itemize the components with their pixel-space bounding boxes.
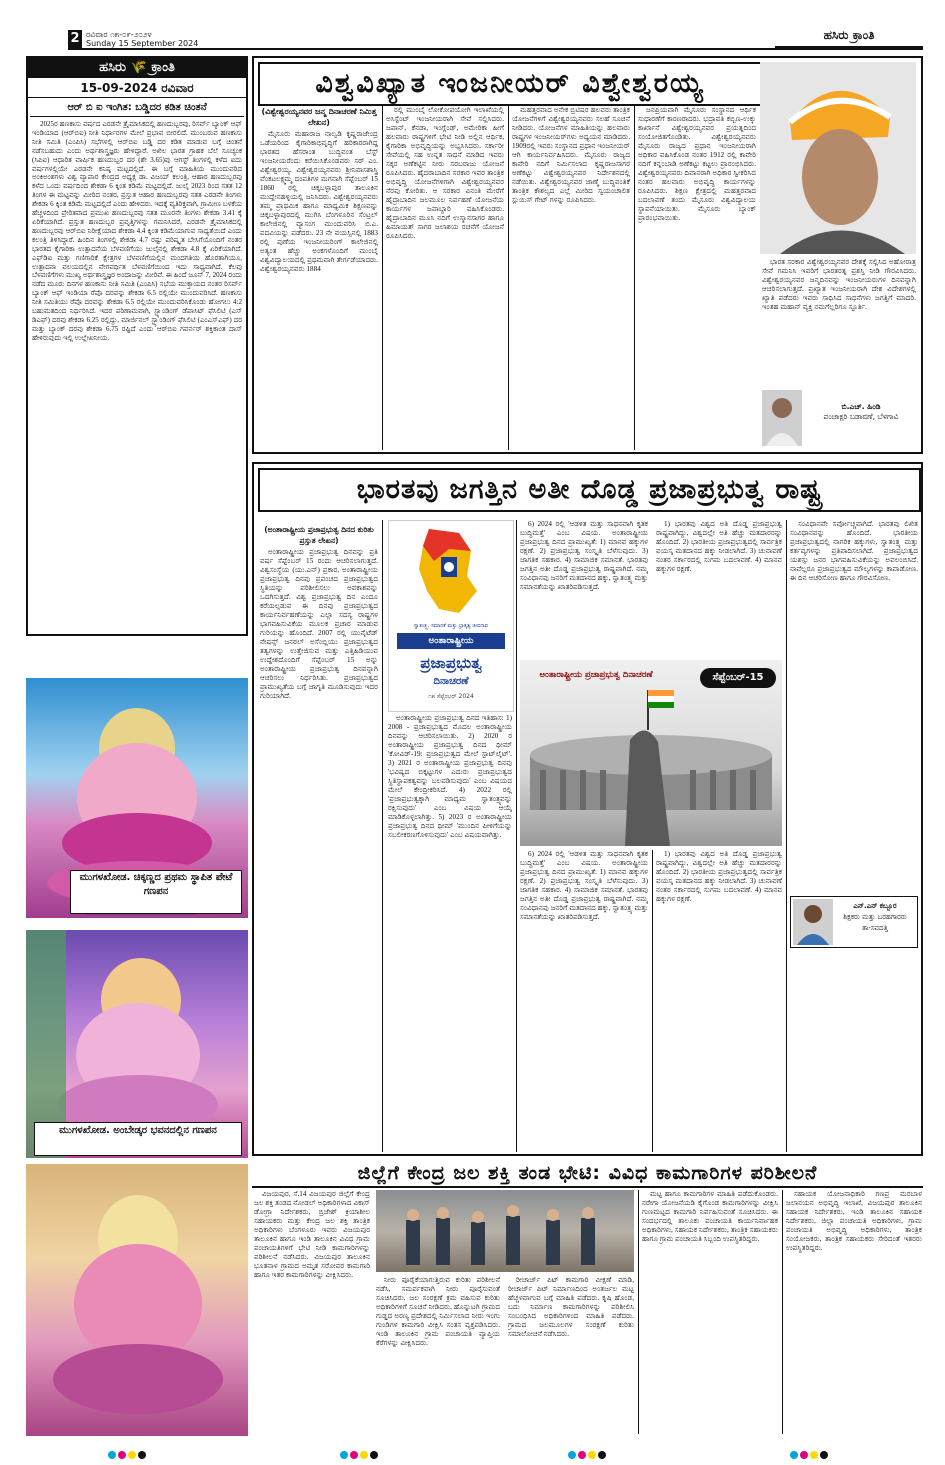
- column-divider: [652, 850, 653, 1152]
- visvesvaraya-box: [252, 56, 923, 454]
- democracy-col3c: [656, 520, 782, 656]
- photo-badge: ಸೆಪ್ಟೆಂಬರ್-15: [700, 668, 776, 688]
- democracy-col1: [260, 548, 378, 1152]
- ganesh-caption-2: ಮುಗಳಖೋಡ. ಅಂಬೇಡ್ಕರ ಭವನದಲ್ಲಿನ ಗಣಪನ: [34, 1122, 242, 1156]
- water-col1-text: ವಿಜಯಪುರ, ಸೆ.14 ವಿಜಯಪುರ ಜಿಲ್ಲೆಗೆ ಕೇಂದ್ರ ಜಲ ಶಕ್ತಿ ತಂಡದ ನೋಡಲ್ ಅಧಿಕಾರಿಗಳಾದ ವಿಕಾಸ್ ಡೋಗ್ರಾ ನಿರ್ದೇಶಕರು, ಬ್ರಿಜೇಶ್ ಕ್ರಿಯಾಶೀಲ ಸಹಾಯಕರು ಮತ್ತು ಕೇಂದ್ರ ಜಲ ಶಕ್ತಿ ತಾಂತ್ರಿಕ ಅಧಿಕಾರಿಗಳು ಬೆಂಗಳೂರು ಇವರು ವಿಜಯಪುರ ತಾಲೂಕಿನ ಹಾಗೂ ಇಂಡಿ ತಾಲೂಕಿನ ವಿವಿಧ ಗ್ರಾಮ ಪಂಚಾಯತಿಗಳಿಗೆ ಭೇಟಿ ನೀಡಿ ಕಾಮಗಾರಿಗಳನ್ನು ಪರಿಶೀಲನೆ ನಡೆಸಿದರು. ವಿಜಯಪುರ ತಾಲೂಕಿನ ಭೂತನಾಳ ಗ್ರಾಮದ ಅಮೃತ ಸರೋವರ ಕಾಮಗಾರಿ ಹಾಗೂ ಇತರ ಕಾಮಗಾರಿಗಳನ್ನು ವೀಕ್ಷಿಸಿದರು.: [254, 1190, 370, 1279]
- header-date: [86, 30, 198, 48]
- democracy-col3-text: 6) 2024 ರಲ್ಲಿ 'ಆಡಳಿತ ಮತ್ತು ಸಾಧನವಾಗಿ ಕೃತಕ ಬುದ್ಧಿಮತ್ತೆ' ಎಂಬ ವಿಷಯ. ಅಂತಾರಾಷ್ಟ್ರೀಯ ಪ್ರಜಾಪ್ರಭುತ್ವ ದಿನದ ಪ್ರಾಮುಖ್ಯತೆ: 1) ಮಾನವ ಹಕ್ಕುಗಳ ರಕ್ಷಣೆ. 2) ಪ್ರಜಾಪ್ರಭುತ್ವ ಸಂಸ್ಕೃತಿ ಬೆಳೆಸುವುದು. 3) ಜಾಗತಿಕ ಸಹಕಾರ. 4) ಸಾಮಾಜಿಕ ಸಮಾನತೆ. ಭಾರತವು ಜಗತ್ತಿನ ಅತೀ ದೊಡ್ಡ ಪ್ರಜಾಪ್ರಭುತ್ವ ರಾಷ್ಟ್ರವಾಗಿದೆ. ನಮ್ಮ ಸಂವಿಧಾನವು ಜನರಿಗೆ ಮತದಾನದ ಹಕ್ಕು, ಸ್ವಾತಂತ್ರ್ಯ ಮತ್ತು ಸಮಾನತೆಯನ್ನು ಖಾತರಿಪಡಿಸುತ್ತದೆ.: [520, 520, 648, 591]
- visvesvaraya-col1-text: ಮೈಸೂರು ಮಹಾರಾಜ ನಾಲ್ವಡಿ ಕೃಷ್ಣರಾಜೇಂದ್ರ ಒಡೆಯರಿಂದ ಕೈಗಾರಿಕಾಭಿವೃದ್ಧಿಗೆ ಹರಿಕಾರರಾಗಿದ್ದ ಭಾರತದ ಹೆಸರಾಂತ ಬುದ್ಧಿವಂತ ಬೆಸ್ಟ್ ಇಂಜನೀಯರೆಂದು ಕರೆಯಿಸಿಕೊಂಡವರು ಸರ್ ಎಂ. ವಿಶ್ವೇಶ್ವರಯ್ಯ. ವಿಶ್ವೇಶ್ವರಯ್ಯನವರು ಶ್ರೀನಿವಾಸಶಾಸ್ತ್ರಿ ವೆಂಕಟಲಕ್ಷ್ಮಮ್ಮ ದಂಪತಿಗಳ ಮಗನಾಗಿ ಸೆಪ್ಟೆಂಬರ್ 15 1860 ರಲ್ಲಿ ಚಿಕ್ಕಬಳ್ಳಾಪುರ ತಾಲೂಕಿನ ಮುದ್ದೇನಹಳ್ಳಿಯಲ್ಲಿ ಜನಿಸಿದರು. ವಿಶ್ವೇಶ್ವರಯ್ಯನವರು ತಮ್ಮ ಪ್ರಾಥಮಿಕ ಹಾಗೂ ಮಾಧ್ಯಮಿಕ ಶಿಕ್ಷಣವನ್ನು ಚಿಕ್ಕಬಳ್ಳಾಪುರದಲ್ಲಿ ಮುಗಿಸಿ ಬೆಂಗಳೂರಿನ ಸೆಂಟ್ರಲ್ ಕಾಲೇಜಿನಲ್ಲಿ ವ್ಯಾಸಂಗ ಮುಂದುವರಿಸಿ ಬಿ.ಎ. ಪದವಿಯನ್ನು ಪಡೆದರು. 23 ನೇ ವಯಸ್ಸಿನಲ್ಲಿ 1883 ರಲ್ಲಿ ಪುಣೆಯ ಇಂಜನೀಯರಿಂಗ್ ಕಾಲೇಜಿನಲ್ಲಿ ಅತ್ಯಂತ ಹೆಚ್ಚು ಅಂಕಗಳೊಂದಿಗೆ ಮುಂಬೈ ವಿಶ್ವವಿದ್ಯಾಲಯದಲ್ಲಿ ಪ್ರಥಮವಾಗಿ ತೇರ್ಗಡೆಯಾದರು. ವಿಶ್ವೇಶ್ವರಯ್ಯನವರು 1884: [260, 130, 378, 273]
- visvesvaraya-col2-text: ರಲ್ಲಿ ಮುಂಬೈ ಲೋಕೋಪಯೋಗಿ ಇಲಾಖೆಯಲ್ಲಿ ಅಸಿಸ್ಟೆಂಟ್ ಇಂಜನೀಯರಾಗಿ ಸೇವೆ ಸಲ್ಲಿಸಿದರು. ಜಪಾನ್, ಕೆನಡಾ, ಇಂಗ್ಲೆಂಡ್, ಅಮೇರಿಕಾ ಹೀಗೆ ಹಲವಾರು ರಾಷ್ಟ್ರಗಳಿಗೆ ಭೇಟಿ ನೀಡಿ ಅಲ್ಲಿನ ಆರ್ಥಿಕ, ಕೈಗಾರಿಕಾ ಅಭಿವೃದ್ಧಿಯನ್ನು ಅಭ್ಯಸಿಸಿದರು. ಸರ್ಕಾರೀ ಸೇವೆಯಲ್ಲಿ ಸಹ ಉನ್ನತ ಸಾಧನೆ ಮಾಡಿದ ಇವರು ಸಕ್ಕರ ಅಣೆಕಟ್ಟಿನ ನೀರು ಸರಬರಾಜು ಯೋಜನೆ ರೂಪಿಸಿದರು. ಹೈದರಾಬಾದಿನ ಸರಕಾರ ಇವರ ತಾಂತ್ರಿಕ ಅಭಿವೃದ್ಧಿ ಯೋಜನೆಗಳಿಗಾಗಿ ವಿಶ್ವೇಶ್ವರಯ್ಯನವರ ನೆರವು ಕೋರಿತು. ಆ ಸರಕಾರ ವಿನಂತಿ ಮೇರೆಗೆ ಹೈದ್ರಾಬಾದಿನ ಜಲಮೂಲ ನಿರ್ವಹಣೆ ಯೋಜನೆಯ ಕಾರ್ಯಗಳ ಜವಾಬ್ದಾರಿ ವಹಿಸಿಕೊಂಡರು. ಹೈದ್ರಾಬಾದಿನ ಮೂಸಿ ನದಿಗೆ ಉಸ್ಮಾನಸಾಗರ ಹಾಗೂ ಹಿಮಾಯತ್ ಸಾಗರ ಜಲಾಶಯ ರಚನೆಗೆ ಯೋಜನೆ ರೂಪಿಸಿದರು.: [386, 106, 504, 240]
- column-divider: [508, 106, 509, 450]
- header-brand: ಹಸಿರು ಕ್ರಾಂತಿ: [775, 28, 923, 48]
- magenta-dot: [578, 1451, 586, 1459]
- masthead-brand: ಹಸಿರು 🌾 ಕ್ರಾಂತಿ: [28, 58, 246, 78]
- author-title-2a: ಶಿಕ್ಷಕರು ಮತ್ತು ಬರಹಗಾರರು: [843, 913, 907, 921]
- water-photo: [376, 1190, 634, 1272]
- poster-title2: ಪ್ರಜಾಪ್ರಭುತ್ವ: [420, 654, 482, 672]
- democracy-col5-text: ಸಂವಿಧಾನವೇ ಸರ್ವೋಚ್ಚವಾಗಿದೆ. ಭಾರತವು ಲಿಖಿತ ಸಂವಿಧಾನವನ್ನು ಹೊಂದಿದೆ. ಭಾರತೀಯ ಪ್ರಜಾಪ್ರಭುತ್ವದಲ್ಲಿ ನಾಗರಿಕ ಹಕ್ಕುಗಳು, ಸ್ವಾತಂತ್ರ್ಯ ಮತ್ತು ಕರ್ತವ್ಯಗಳನ್ನು ಪ್ರತಿಪಾದಿಸಲಾಗಿದೆ. ಪ್ರಜಾಪ್ರಭುತ್ವದ ಯಶಸ್ಸು ಜನರ ಭಾಗವಹಿಸುವಿಕೆಯನ್ನು ಅವಲಂಬಿಸಿದೆ. ನಾವೆಲ್ಲರೂ ಪ್ರಜಾಪ್ರಭುತ್ವದ ಮೌಲ್ಯಗಳನ್ನು ಕಾಪಾಡೋಣ. ಈ ದಿನ ಆಚರಿಸೋಣ ಹಾಗೂ ಗೌರವಿಸೋಣ.: [790, 520, 918, 582]
- rbi-story-box: [26, 56, 248, 636]
- visvesvaraya-col4: [638, 106, 756, 452]
- registration-marks-1: [108, 1444, 148, 1463]
- rbi-headline: ಆರ್ ಬಿ ಐ ಇಂಗಿತ: ಬಡ್ಡಿದರ ಕಡಿತ ಚಿಂತನೆ: [30, 100, 244, 117]
- visvesvaraya-col3-text: ಮಹತ್ತರವಾದ ಅನೇಕ ಬ್ರಿಟಿಷರ ಹಲವರು ತಾಂತ್ರಿಕ ಯೋಜನೆಗಳಿಗೆ ವಿಶ್ವೇಶ್ವರಯ್ಯನವರು ಸಲಹೆ ಸೂಚನೆ ನೀಡಿದರು. ಯೋಜನೆಗಳ ಮಾಹಿತಿಯನ್ನು ಹಲವಾರು ರಾಷ್ಟ್ರಗಳ ಇಂಜನೀಯರ್‌ಗಳು ಅಧ್ಯಯನ ಮಾಡಿದರು. 1909ರಲ್ಲಿ ಇವರು ಸಂಸ್ಥಾನದ ಪ್ರಧಾನ ಇಂಜನೀಯರ್ ಆಗಿ ಕಾರ್ಯನಿರ್ವಹಿಸಿದರು. ಮೈಸೂರು ರಾಜ್ಯದ ಕಾವೇರಿ ನದಿಗೆ ನಿರ್ಮಿಸಲಾದ ಕೃಷ್ಣರಾಜಸಾಗರ ಅಣೆಕಟ್ಟು ವಿಶ್ವೇಶ್ವರಯ್ಯನವರ ನಿರ್ದೇಶನದಲ್ಲಿ ನಡೆಯಿತು. ವಿಶ್ವೇಶ್ವರಯ್ಯನವರ ಜಾಣ್ಮೆ ಬುದ್ಧಿವಂತಿಕೆ ತಾಂತ್ರಿಕ ಕೌಶಲ್ಯದ ಎಲ್ಲೆ ಮೀರಿದ ಸ್ವಯಂಚಾಲಿತ ಸ್ಲುಯಿಸ್ ಗೇಟ್ ಗಳನ್ನು ರೂಪಿಸಿದರು.: [512, 106, 630, 204]
- column-divider: [516, 520, 517, 1152]
- karnataka-map-icon: [389, 521, 513, 621]
- black-dot: [138, 1451, 146, 1459]
- yellow-dot: [588, 1451, 596, 1459]
- water-col4-text: ಮಟ್ಟ ಹಾಗೂ ಕಾಮಗಾರಿಗಳ ಮಾಹಿತಿ ಪಡೆದುಕೊಂಡರು. ನರೇಗಾ ಯೋಜನೆಯಡಿ ಕೈಗೊಂಡ ಕಾಮಗಾರಿಗಳನ್ನು ವೀಕ್ಷಿಸಿ ಗುಣಮಟ್ಟದ ಕಾಮಗಾರಿ ನಿರ್ವಹಿಸುವಂತೆ ಸೂಚಿಸಿದರು. ಈ ಸಂದರ್ಭದಲ್ಲಿ ತಾಲೂಕು ಪಂಚಾಯತಿ ಕಾರ್ಯನಿರ್ವಾಹಕ ಅಧಿಕಾರಿಗಳು, ಸಹಾಯಕ ನಿರ್ದೇಶಕರು, ತಾಂತ್ರಿಕ ಸಹಾಯಕರು ಹಾಗೂ ಗ್ರಾಮ ಪಂಚಾಯತಿ ಸಿಬ್ಬಂದಿ ಉಪಸ್ಥಿತರಿದ್ದರು.: [642, 1190, 778, 1243]
- democracy-col1-text: ಅಂತಾರಾಷ್ಟ್ರೀಯ ಪ್ರಜಾಪ್ರಭುತ್ವ ದಿನವನ್ನು ಪ್ರತಿ ವರ್ಷ ಸೆಪ್ಟೆಂಬರ್ 15 ರಂದು ಆಚರಿಸಲಾಗುತ್ತದೆ. ವಿಶ್ವಸಂಸ್ಥೆಯ (ಯು.ಎನ್) ಪ್ರಕಾರ, ಅಂತಾರಾಷ್ಟ್ರೀಯ ಪ್ರಜಾಪ್ರಭುತ್ವ ದಿನವು ಪ್ರಪಂಚದ ಪ್ರಜಾಪ್ರಭುತ್ವದ ಸ್ಥಿತಿಯನ್ನು ಪರಿಶೀಲಿಸಲು ಅವಕಾಶವನ್ನು ಒದಗಿಸುತ್ತದೆ. ವಿಶ್ವ ಪ್ರಜಾಪ್ರಭುತ್ವ ದಿನ ಎಂದೂ ಕರೆಯಲ್ಪಡುವ ಈ ದಿನವು ಪ್ರಜಾಪ್ರಭುತ್ವದ ಕಾರ್ಯನಿರ್ವಹಣೆಯನ್ನು ಎಲ್ಲಾ ಸದಸ್ಯ ರಾಷ್ಟ್ರಗಳ ಭಾಗವಹಿಸುವಿಕೆಯ ಮೂಲಕ ಪ್ರಚಾರ ಮಾಡುವ ಗುರಿಯನ್ನು ಹೊಂದಿದೆ. 2007 ರಲ್ಲಿ ಯುನೈಟೆಡ್ ನೇಷನ್ಸ್ ಜನರಲ್ ಅಸೆಂಬ್ಲಿಯು ಪ್ರಜಾಪ್ರಭುತ್ವದ ತತ್ವಗಳನ್ನು ಉತ್ತೇಜಿಸುವ ಮತ್ತು ಎತ್ತಿಹಿಡಿಯುವ ಉದ್ದೇಶದೊಂದಿಗೆ ಸೆಪ್ಟೆಂಬರ್ 15 ಅನ್ನು ಅಂತಾರಾಷ್ಟ್ರೀಯ ಪ್ರಜಾಪ್ರಭುತ್ವ ದಿನವನ್ನಾಗಿ ಆಚರಿಸಲು ನಿರ್ಧರಿಸಿತು. ಪ್ರಜಾಪ್ರಭುತ್ವದ ಪ್ರಾಮುಖ್ಯತೆಯ ಬಗ್ಗೆ ಜಾಗೃತಿ ಮೂಡಿಸುವುದು ಇದರ ಗುರಿಯಾಗಿದೆ.: [260, 548, 378, 700]
- democracy-author-box: [790, 896, 918, 948]
- water-col5-text: ಸಹಾಯಕ ಯೋಜನಾಧಿಕಾರಿ ಗಣಪ್ರ ಮರಬಾಳ ಜಲಾನಯನ ಅಭಿವೃದ್ಧಿ ಇಲಾಖೆ, ವಿಜಯಪುರ ತಾಲೂಕಿನ ಸಹಾಯಕ ನಿರ್ದೇಶಕರು, ಇಂಡಿ ತಾಲೂಕಿನ ಸಹಾಯಕ ನಿರ್ದೇಶಕರು, ಜಿಲ್ಲಾ ಪಂಚಾಯತಿ ಅಧಿಕಾರಿಗಳು, ಗ್ರಾಮ ಪಂಚಾಯತಿ ಅಭಿವೃದ್ಧಿ ಅಧಿಕಾರಿಗಳು, ತಾಂತ್ರಿಕ ಸಂಯೋಜಕರು, ತಾಂತ್ರಿಕ ಸಹಾಯಕರು ಸೇರಿದಂತೆ ಇತರರು ಉಪಸ್ಥಿತರಿದ್ದರು.: [786, 1190, 922, 1252]
- header-rule: [68, 48, 923, 50]
- portrait-image: [760, 62, 916, 254]
- yellow-dot: [810, 1451, 818, 1459]
- registration-marks-3: [568, 1444, 608, 1463]
- column-divider: [634, 106, 635, 450]
- visvesvaraya-col1: [260, 130, 378, 452]
- democracy-col2: [388, 714, 512, 1152]
- water-col4: [642, 1190, 778, 1434]
- democracy-author: [835, 901, 915, 945]
- poster-top: ಸ್ವಾತಂತ್ರ್ಯ, ಸಮಾನತೆ ಮತ್ತು ಭ್ರಾತೃತ್ವ ಜೀವನಾವ: [413, 623, 489, 629]
- water-col5: [786, 1190, 922, 1434]
- water-col1: [254, 1190, 370, 1434]
- visvesvaraya-col5-text: ಭಾರತ ಸರಕಾರ ವಿಶ್ವೇಶ್ವರಯ್ಯನವರ ದೇಶಕ್ಕೆ ಸಲ್ಲಿಸಿದ ಅಹೋರಾತ್ರ ಸೇವೆ ಗಮನಿಸಿ ಇವರಿಗೆ ಭಾರತರತ್ನ ಪ್ರಶಸ್ತಿ ನೀಡಿ ಗೌರವಿಸಿದರು. ವಿಶ್ವೇಶ್ವರಯ್ಯನವರ ಜನ್ಮದಿನವನ್ನು ಇಂಜನೀಯರುಗಳ ದಿನವನ್ನಾಗಿ ಆಚರಿಸಲಾಗುತ್ತದೆ. ಪ್ರಖ್ಯಾತ ಇಂಜನೀಯರಾಗಿ ದೇಶ ವಿದೇಶಗಳಲ್ಲಿ ಖ್ಯಾತಿ ಪಡೆದರು ಇವರು ಸಾಧಿಸಿದ ಸಾಧನೆಗಳು ಜಗತ್ತಿಗೆ ಮಾದರಿ. ಇಂತಹ ಮಹಾನ್ ವ್ಯಕ್ತಿ ನಮಗೆಲ್ಲರಿಗೂ ಸ್ಫೂರ್ತಿ.: [762, 258, 916, 311]
- rbi-paragraph: 2025ರ ಹಣಕಾಸು ವರ್ಷದ ಎರಡನೇ ತ್ರೈಮಾಸಿಕದಲ್ಲಿ ಹಣದುಬ್ಬರವು, ರಿಸರ್ವ್ ಬ್ಯಾಂಕ್ ಆಫ್ ಇಂಡಿಯಾದ (ಆರ್‌ಬಿಐ) ನೀತಿ ನಿರ್ಧಾರಗಳ ಮೇಲೆ ಪ್ರಭಾವ ಬೀರಲಿದೆ. ಮುಂಬರುವ ಹಣಕಾಸು ನೀತಿ ಸಮಿತಿ (ಎಂಪಿಸಿ) ಸಭೆಗಳಲ್ಲಿ ಆರ್‌ಬಿಐ ಬಡ್ಡಿ ದರ ಕಡಿತ ಮಾಡುವ ಬಗ್ಗೆ ಚಿಂತನೆ ನಡೆಸಬಹುದು ಎಂದು ಅರ್ಥಶಾಸ್ತ್ರಜ್ಞರು ಹೇಳಿದ್ದಾರೆ. ಅಖಿಲ ಭಾರತ ಗ್ರಾಹಕ ಬೆಲೆ ಸೂಚ್ಯಂಕ (ಸಿಪಿಐ) ಆಧಾರಿತ ವಾರ್ಷಿಕ ಹಣದುಬ್ಬರ ದರ (ಶೇ 3.65)ವು ಆಗಸ್ಟ್ ತಿಂಗಳಲ್ಲಿ ಕಳೆದ ಐದು ವರ್ಷಗಳಲ್ಲಿಯೇ ಎರಡನೇ ಕನಿಷ್ಠ ಮಟ್ಟದಲ್ಲಿದೆ. ಈ ಬಗ್ಗೆ ಮಾಹಿತಿಯ ಮುಂದುವರಿದ ಅಂಕಿಅಂಶಗಳು ವಿಶ್ವ ವ್ಯಾಪಾರ ಕೇಂದ್ರದ ಅಧ್ಯಕ್ಷ ಡಾ. ವಿಜಯ್ ಕಲಂತ್ರಿ, ಆಹಾರ ಹಣದುಬ್ಬರವು ಕಳೆದ ಒಂದು ವರ್ಷದಿಂದ ಶೇಕಡಾ 6 ಕ್ಕಿಂತ ಕಡಿಮೆ ಮಟ್ಟದಲ್ಲಿದೆ. ಜುಲೈ 2023 ರಿಂದ ಸತತ 12 ತಿಂಗಳ ಈ ಮಟ್ಟವನ್ನು ಮೀರಿದ ನಂತರ, ಪ್ರಸ್ತುತ ಆಹಾರ ಹಣದುಬ್ಬರವು ಸತತ ಎರಡನೇ ತಿಂಗಳು ಶೇಕಡಾ 6 ಕ್ಕಿಂತ ಕಡಿಮೆ ಮಟ್ಟದಲ್ಲಿದೆ ಎಂದು ಹೇಳಿದರು. ಇದಕ್ಕೆ ವ್ಯತಿರಿಕ್ತವಾಗಿ, ಗ್ರಾಮೀಣ ಬಳಕೆಯ ಹೆಚ್ಚಳದಿಂದ ಪ್ರೇರಿತವಾದ ಪ್ರಮುಖ ಹಣದುಬ್ಬರವು ಸತತ ಮೂರನೇ ತಿಂಗಳು ಶೇಕಡಾ 3.41 ಕ್ಕೆ ಏರಿಕೆಯಾಗಿದೆ. ಪ್ರಸ್ತುತ ಹಣದುಬ್ಬರ ಪ್ರವೃತ್ತಿಗಳನ್ನು ಗಮನಿಸಿದರೆ, ಎರಡನೇ ತ್ರೈಮಾಸಿಕದಲ್ಲಿ ಹಣದುಬ್ಬರವು ಆರ್‌ಬಿಐ ನಿರೀಕ್ಷೆಯಾದ ಶೇಕಡಾ 4.4 ಕ್ಕಿಂತ ಕಡಿಮೆಯಾಗುವ ಸಾಧ್ಯತೆಯಿದೆ ಎಂದು ಕಲಂತ್ರಿ ತಿಳಿಸಿದ್ದಾರೆ. ಹಿಂದಿನ ತಿಂಗಳಲ್ಲಿ ಶೇಕಡಾ 4.7 ರಷ್ಟು ಪರಿಷ್ಕೃತ ಬೇಸಿಗೆಯೊಂದಿಗೆ ನಂತರ ಭಾರತದ ಕೈಗಾರಿಕಾ ಉತ್ಪಾದನೆಯ ಬೆಳವಣಿಗೆಯು ಜುಲೈನಲ್ಲಿ ಶೇಕಡಾ 4.8 ಕ್ಕೆ ಏರಿಕೆಯಾಗಿದೆ. ಎಫ್‌ಡಿಐ ಮತ್ತು ಗಣಿಗಾರಿಕೆ ಕ್ಷೇತ್ರಗಳ ಬೆಳವಣಿಗೆಯಲ್ಲಿನ ಮಂದಗತಿಯ ಹೊರತಾಗಿಯೂ, ಉತ್ಪಾದನಾ ವಲಯದಲ್ಲಿನ ವೇಗವರ್ಧಿತ ಬೆಳವಣಿಗೆಯಿಂದ ಇದು ಸಾಧ್ಯವಾಗಿದೆ. ಕೆಲವು ಬೆಳವಣಿಗೆಗಳು ಮುಖ್ಯ ಅರ್ಥಶಾಸ್ತ್ರಜ್ಞರ ಅಂದಾಜನ್ನು ಮೀರಿವೆ. ಈ ಹಿಂದೆ ಜೂನ್ 7, 2024 ರಂದು ನಡೆದ ಮೂರು ದಿನಗಳ ಹಣಕಾಸು ನೀತಿ ಸಮಿತಿ (ಎಂಪಿಸಿ) ಸಭೆಯ ಮುಕ್ತಾಯದ ನಂತರ ರಿಸರ್ವ್ ಬ್ಯಾಂಕ್ ಆಫ್ ಇಂಡಿಯಾ ರೆಪೊ ದರವನ್ನು ಶೇಕಡಾ 6.5 ರಲ್ಲಿಯೇ ಮುಂದುವರಿಸಿದೆ. ಹಣಕಾಸು ನೀತಿ ಸಮಿತಿಯು ರೆಪೊ ದರವನ್ನು ಶೇಕಡಾ 6.5 ರಲ್ಲಿಯೇ ಮುಂದುವರಿಸಿಕೊಂಡು ಹೋಗಲು 4:2 ಬಹುಮತದಿಂದ ನಿರ್ಧರಿಸಿದೆ. ಇದರ ಪರಿಣಾಮವಾಗಿ, ಸ್ಟ್ಯಾಂಡಿಂಗ್ ಡೆಪಾಸಿಟ್ ಫೆಸಿಲಿಟಿ (ಎಸ್ ಡಿಎಫ್) ದರವು ಶೇಕಡಾ 6.25 ರಲ್ಲಿದ್ದು, ಮಾರ್ಜಿನಲ್ ಸ್ಟ್ಯಾಂಡಿಂಗ್ ಫೆಸಿಲಿಟಿ (ಎಂಎಸ್‌ಎಫ್) ದರ ಮತ್ತು ಬ್ಯಾಂಕ್ ದರವು ಶೇಕಡಾ 6.75 ರಷ್ಟಿದೆ ಎಂದು ಆರ್‌ಬಿಐ ಗವರ್ನರ್ ಶಕ್ತಿಕಾಂತ ದಾಸ್ ಹೇಳಿರುವುದು ಇಲ್ಲಿ ಉಲ್ಲೇಖನೀಯ.: [32, 120, 242, 342]
- registration-marks-4: [790, 1444, 830, 1463]
- visvesvaraya-col3: [512, 106, 630, 452]
- parliament-photo: [520, 660, 782, 846]
- ganesh-photo-1: [26, 678, 248, 918]
- water-headline: ಜಿಲ್ಲೆಗೆ ಕೇಂದ್ರ ಜಲ ಶಕ್ತಿ ತಂಡ ಭೇಟಿ: ವಿವಿಧ ಕಾಮಗಾರಿಗಳ ಪರಿಶೀಲನೆ: [252, 1160, 923, 1188]
- masthead-date: 15-09-2024 ರವಿವಾರ: [28, 79, 246, 98]
- democracy-box: [252, 462, 923, 1156]
- black-dot: [820, 1451, 828, 1459]
- visvesvaraya-col4-text: ಜನಪ್ರಿಯವಾಗಿ ಮೈಸೂರು ಸಂಸ್ಥಾನದ ಆರ್ಥಿಕ ಸುಧಾರಣೆಗೆ ಕಾರಣರಾದರು. ಭದ್ರಾವತಿ ಕಬ್ಬಿಣ-ಉಕ್ಕು ಕಾರ್ಖಾನೆ ವಿಶ್ವೇಶ್ವರಯ್ಯನವರ ಪ್ರಯತ್ನದಿಂದ ಸಂಯೋಜಿತಗೊಂಡಿತು. ವಿಶ್ವೇಶ್ವರಯ್ಯನವರು ಮೈಸೂರು ರಾಜ್ಯದ ಪ್ರಧಾನ ಇಂಜನೀಯರಾಗಿ ಅಧಿಕಾರ ವಹಿಸಿಕೊಂಡ ನಂತರ 1912 ರಲ್ಲಿ ಕಾವೇರಿ ನದಿಗೆ ಕನ್ನಂಬಾಡಿ ಅಣೆಕಟ್ಟು ಕಟ್ಟಲು ಪ್ರಾರಂಭಿಸಿದರು. ವಿಶ್ವೇಶ್ವರಯ್ಯನವರು ದಿವಾನರಾಗಿ ಅಧಿಕಾರ ಸ್ವೀಕರಿಸಿದ ನಂತರ ಹಲವಾರು ಅಭಿವೃದ್ಧಿ ಕಾರ್ಯಗಳನ್ನು ರೂಪಿಸಿದರು. ಶಿಕ್ಷಣ ಕ್ಷೇತ್ರದಲ್ಲಿ ಮಹತ್ತರವಾದ ಬದಲಾವಣೆ ತಂದು ಮೈಸೂರು ವಿಶ್ವವಿದ್ಯಾಲಯ ಸ್ಥಾಪನೆಯಾಯಿತು. ಮೈಸೂರು ಬ್ಯಾಂಕ್ ಪ್ರಾರಂಭವಾಯಿತು.: [638, 106, 756, 222]
- democracy-col4-text: 1) ಭಾರತವು ವಿಶ್ವದ ಅತಿ ದೊಡ್ಡ ಪ್ರಜಾಪ್ರಭುತ್ವ ರಾಷ್ಟ್ರವಾಗಿದ್ದು, ವಿಶ್ವದಲ್ಲೇ ಅತಿ ಹೆಚ್ಚು ಮತದಾರರನ್ನು ಹೊಂದಿದೆ. 2) ಭಾರತೀಯ ಪ್ರಜಾಪ್ರಭುತ್ವದಲ್ಲಿ ಸಾರ್ವತ್ರಿಕ ವಯಸ್ಕ ಮತದಾನದ ಹಕ್ಕು ನೀಡಲಾಗಿದೆ. 3) ಚುನಾವಣೆ ನಂತರ ಸರ್ಕಾರದಲ್ಲಿ ಸುಗಮ ಬದಲಾವಣೆ. 4) ಮಾನವ ಹಕ್ಕುಗಳ ರಕ್ಷಣೆ.: [656, 850, 782, 903]
- water-col2: [376, 1276, 500, 1434]
- registration-marks-2: [340, 1444, 380, 1463]
- visvesvaraya-col2: [386, 106, 504, 452]
- column-divider: [382, 520, 383, 1152]
- author-name-2: ಎನ್.ಎನ್ ಕಬ್ಬೂರ: [853, 902, 897, 910]
- ganesh-photo-2: [26, 930, 248, 1158]
- ganesh-caption-1: ಮುಗಳಖೋಡ. ಚಿಕ್ಕಣ್ಣದ ಪ್ರಥಮ ಸ್ಥಾಪಿತ ಪೇಟೆ ಗಣಪನ: [70, 870, 242, 914]
- column-divider: [382, 106, 383, 450]
- poster-date: ೧೫ ಸೆಪ್ಟೆಂಬರ್ 2024: [428, 693, 474, 700]
- visvesvaraya-headline: ವಿಶ್ವವಿಖ್ಯಾತ ಇಂಜನೀಯರ್ ವಿಶ್ವೇಶ್ವರಯ್ಯ: [258, 62, 762, 106]
- water-col3: [508, 1276, 634, 1434]
- author-name: ಬಿ.ಎಚ್. ಹಿಂಡಿ: [841, 402, 881, 411]
- magenta-dot: [350, 1451, 358, 1459]
- author-title: ಪಂಚಾಕ್ಷರಿ ಬಡಾವಣೆ, ಬೆಳಗಾವಿ: [823, 412, 899, 421]
- democracy-headline: ಭಾರತವು ಜಗತ್ತಿನ ಅತೀ ದೊಡ್ಡ ಪ್ರಜಾಪ್ರಭುತ್ವ ರಾಷ್ಟ್ರ: [258, 468, 921, 512]
- magenta-dot: [118, 1451, 126, 1459]
- author-avatar-2: [793, 899, 833, 945]
- poster-title1: ಅಂತಾರಾಷ್ಟ್ರೀಯ: [397, 633, 505, 649]
- visvesvaraya-portrait: [760, 62, 916, 254]
- democracy-col3c-text: 1) ಭಾರತವು ವಿಶ್ವದ ಅತಿ ದೊಡ್ಡ ಪ್ರಜಾಪ್ರಭುತ್ವ ರಾಷ್ಟ್ರವಾಗಿದ್ದು, ವಿಶ್ವದಲ್ಲೇ ಅತಿ ಹೆಚ್ಚು ಮತದಾರರನ್ನು ಹೊಂದಿದೆ. 2) ಭಾರತೀಯ ಪ್ರಜಾಪ್ರಭುತ್ವದಲ್ಲಿ ಸಾರ್ವತ್ರಿಕ ವಯಸ್ಕ ಮತದಾನದ ಹಕ್ಕು ನೀಡಲಾಗಿದೆ. 3) ಚುನಾವಣೆ ನಂತರ ಸರ್ಕಾರದಲ್ಲಿ ಸುಗಮ ಬದಲಾವಣೆ. 4) ಮಾನವ ಹಕ್ಕುಗಳ ರಕ್ಷಣೆ.: [656, 520, 782, 573]
- column-divider: [786, 520, 787, 1152]
- ganesh-idol-image-3: [26, 1164, 248, 1436]
- cyan-dot: [340, 1451, 348, 1459]
- author-photo-2: [793, 899, 833, 945]
- photo-title: ಅಂತಾರಾಷ್ಟ್ರೀಯ ಪ್ರಜಾಪ್ರಭುತ್ವ ದಿನಾಚರಣೆ: [539, 670, 653, 680]
- column-divider: [638, 1190, 639, 1434]
- ganesh-photo-3: [26, 1164, 248, 1436]
- author-photo: [762, 390, 802, 446]
- yellow-dot: [360, 1451, 368, 1459]
- water-story-box: [252, 1160, 923, 1436]
- black-dot: [598, 1451, 606, 1459]
- democracy-col3b-text: 6) 2024 ರಲ್ಲಿ 'ಆಡಳಿತ ಮತ್ತು ಸಾಧನವಾಗಿ ಕೃತಕ ಬುದ್ಧಿಮತ್ತೆ' ಎಂಬ ವಿಷಯ. ಅಂತಾರಾಷ್ಟ್ರೀಯ ಪ್ರಜಾಪ್ರಭುತ್ವ ದಿನದ ಪ್ರಾಮುಖ್ಯತೆ: 1) ಮಾನವ ಹಕ್ಕುಗಳ ರಕ್ಷಣೆ. 2) ಪ್ರಜಾಪ್ರಭುತ್ವ ಸಂಸ್ಕೃತಿ ಬೆಳೆಸುವುದು. 3) ಜಾಗತಿಕ ಸಹಕಾರ. 4) ಸಾಮಾಜಿಕ ಸಮಾನತೆ. ಭಾರತವು ಜಗತ್ತಿನ ಅತೀ ದೊಡ್ಡ ಪ್ರಜಾಪ್ರಭುತ್ವ ರಾಷ್ಟ್ರವಾಗಿದೆ. ನಮ್ಮ ಸಂವಿಧಾನವು ಜನರಿಗೆ ಮತದಾನದ ಹಕ್ಕು, ಸ್ವಾತಂತ್ರ್ಯ ಮತ್ತು ಸಮಾನತೆಯನ್ನು ಖಾತರಿಪಡಿಸುತ್ತದೆ.: [520, 850, 648, 921]
- page-number: 2: [68, 30, 82, 48]
- visvesvaraya-col5: [762, 258, 916, 386]
- visvesvaraya-author: [806, 402, 916, 442]
- democracy-col2-text: ಅಂತಾರಾಷ್ಟ್ರೀಯ ಪ್ರಜಾಪ್ರಭುತ್ವ ದಿನದ ಇತಿಹಾಸ: 1) 2008 - ಪ್ರಜಾಪ್ರಭುತ್ವದ ಮೊದಲ ಅಂತಾರಾಷ್ಟ್ರೀಯ ದಿನವನ್ನು ಆಚರಿಸಲಾಯಿತು. 2) 2020 ರ ಅಂತಾರಾಷ್ಟ್ರೀಯ ಪ್ರಜಾಪ್ರಭುತ್ವ ದಿನದ ಥೀಮ್ 'ಕೋವಿಡ್-19: ಪ್ರಜಾಪ್ರಭುತ್ವದ ಮೇಲೆ ಸ್ಪಾಟ್‌ಲೈಟ್'. 3) 2021 ರ ಅಂತಾರಾಷ್ಟ್ರೀಯ ಪ್ರಜಾಪ್ರಭುತ್ವ ದಿನವು 'ಭವಿಷ್ಯದ ಬಿಕ್ಕಟ್ಟುಗಳ ಎದುರು ಪ್ರಜಾಪ್ರಭುತ್ವದ ಸ್ಥಿತಿಸ್ಥಾಪಕತ್ವವನ್ನು ಬಲಪಡಿಸುವುದು' ಎಂಬ ವಿಷಯದ ಮೇಲೆ ಕೇಂದ್ರೀಕರಿಸಿದೆ. 4) 2022 ರಲ್ಲಿ 'ಪ್ರಜಾಪ್ರಭುತ್ವಕ್ಕಾಗಿ ಮಾಧ್ಯಮ ಸ್ವಾತಂತ್ರ್ಯವನ್ನು ರಕ್ಷಿಸುವುದು' ಎಂಬ ವಿಷಯ ಆಯ್ಕೆ ಮಾಡಿಕೊಳ್ಳಲಾಗಿತ್ತು. 5) 2023 ರ ಅಂತಾರಾಷ್ಟ್ರೀಯ ಪ್ರಜಾಪ್ರಭುತ್ವ ದಿನದ ಥೀಮ್ 'ಮುಂದಿನ ಪೀಳಿಗೆಯನ್ನು ಸಬಲೀಕರಣಗೊಳಿಸುವುದು' ಎಂಬ ವಿಷಯವಾಗಿತ್ತು.: [388, 714, 512, 839]
- column-divider: [782, 1190, 783, 1434]
- democracy-subhead: (ಅಂತಾರಾಷ್ಟ್ರೀಯ ಪ್ರಜಾಪ್ರಭುತ್ವ ದಿನದ ಕುರಿತು ಪ್ರಸ್ತುತ ಲೇಖನ): [264, 525, 374, 545]
- yellow-dot: [128, 1451, 136, 1459]
- page-header: [0, 0, 945, 52]
- rbi-body: [32, 120, 242, 632]
- poster-title3: ದಿನಾಚರಣೆ: [433, 676, 469, 687]
- democracy-col4: [656, 850, 782, 1152]
- header-date-kannada: ರವಿವಾರ ೧೫-೦೯-೨೦೨೪: [86, 30, 152, 39]
- water-col3-text: ರೀಚಾರ್ಜ್ ಪಿಟ್ ಕಾಮಗಾರಿ ವೀಕ್ಷಣೆ ಮಾಡಿ, ರೀಚಾರ್ಜ್ ಪಿಟ್ ನಿರ್ಮಾಣದಿಂದ ಅಂತರ್ಜಲ ಮಟ್ಟ ಹೆಚ್ಚಳವಾಗುವ ಬಗ್ಗೆ ಮಾಹಿತಿ ಪಡೆದರು. ಕೃಷಿ ಹೊಂಡ, ಬದು ನಿರ್ಮಾಣ ಕಾಮಗಾರಿಗಳನ್ನು ಪರಿಶೀಲಿಸಿ ಸಂಬಂಧಿಸಿದ ಅಧಿಕಾರಿಗಳಿಂದ ಮಾಹಿತಿ ಪಡೆದರು. ಗ್ರಾಮದ ಜಲಮೂಲಗಳ ಸಂರಕ್ಷಣೆ ಕುರಿತು ಸಮಾಲೋಚನೆ ನಡೆಸಿದರು.: [508, 1276, 634, 1338]
- header-date-english: Sunday 15 September 2024: [86, 39, 199, 48]
- author-avatar: [762, 390, 802, 446]
- cyan-dot: [790, 1451, 798, 1459]
- democracy-col3b: [520, 850, 648, 1152]
- democracy-poster: [388, 520, 514, 712]
- water-col2-text: ನೀರು ಪೂರೈಕೆಯಾಗುತ್ತಿರುವ ಕುರಿತು ಪರಿಶೀಲನೆ ನಡೆಸಿ, ಸಮರ್ಪಕವಾಗಿ ನೀರು ಪೂರೈಸುವಂತೆ ಸೂಚಿಸಿದರು. ಜಲ ಸಂರಕ್ಷಣೆ ಕ್ರಮ ವಹಿಸುವ ಕುರಿತು ಅಧಿಕಾರಿಗಳಿಗೆ ಸೂಚನೆ ನೀಡಿದರು. ಹೊನ್ನುಟಗಿ ಗ್ರಾಮದ ಗುಡ್ಡದ ಅರಣ್ಯ ಪ್ರದೇಶದಲ್ಲಿ ನಿರ್ಮಿಸಲಾದ ನೀರು ಇಂಗು ಗುಂಡಿಗಳ ಕಾಮಗಾರಿ ವೀಕ್ಷಿಸಿ ಸಂತಸ ವ್ಯಕ್ತಪಡಿಸಿದರು. ಇಂಡಿ ತಾಲೂಕಿನ ಗ್ರಾಮ ಪಂಚಾಯತಿ ವ್ಯಾಪ್ತಿಯ ಕೆರೆಗಳನ್ನು ವೀಕ್ಷಿಸಿದರು.: [376, 1276, 500, 1347]
- officials-group-image: [376, 1190, 634, 1272]
- black-dot: [370, 1451, 378, 1459]
- author-title-2b: ತಾ-ಸವದತ್ತಿ: [862, 924, 888, 932]
- democracy-col3: [520, 520, 648, 656]
- visvesvaraya-subhead: (ವಿಶ್ವೇಶ್ವರಯ್ಯನವರ ಜನ್ಮ ದಿನಾಚರಣೆ ನಿಮಿತ್ತ ಲೇಖನ): [261, 107, 377, 127]
- cyan-dot: [568, 1451, 576, 1459]
- democracy-col5: [790, 520, 918, 892]
- magenta-dot: [800, 1451, 808, 1459]
- cyan-dot: [108, 1451, 116, 1459]
